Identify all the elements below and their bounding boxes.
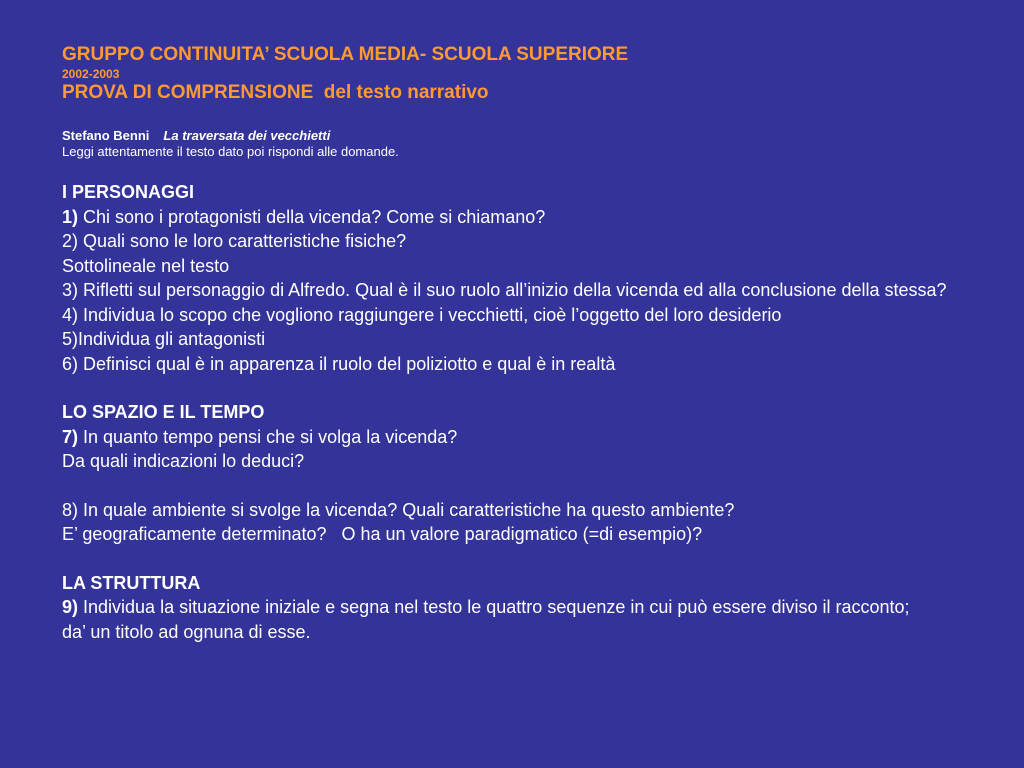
question-9 xyxy=(62,595,992,620)
source-line xyxy=(62,128,992,144)
test-subtitle-main: PROVA DI COMPRENSIONE xyxy=(62,82,314,103)
question-2: 2) Quali sono le loro caratteristiche fisiche? xyxy=(62,231,407,251)
question-7-text: In quanto tempo pensi che si volga la vicenda? xyxy=(78,426,458,447)
instructions: Leggi attentamente il testo dato poi rispondi alle domande. xyxy=(62,144,399,159)
section-struttura xyxy=(62,571,992,645)
question-8: 8) In quale ambiente si svolge la vicenda? Quali caratteristiche ha questo ambiente? xyxy=(62,499,735,520)
test-subtitle-rest: del testo narrativo xyxy=(313,82,489,103)
page-title: GRUPPO CONTINUITA’ SCUOLA MEDIA- SCUOLA SUPERIORE xyxy=(62,44,629,65)
question-9-text: Individua la situazione iniziale e segna nel testo le quattro sequenze in cui può essere diviso il racconto; xyxy=(78,597,910,617)
question-1 xyxy=(62,205,992,230)
section-personaggi xyxy=(62,180,992,376)
question-9-number: 9) xyxy=(62,597,79,617)
test-subtitle xyxy=(62,80,992,106)
question-7 xyxy=(62,425,992,450)
question-6: 6) Definisci qual è in apparenza il ruolo del poliziotto e qual è in realtà xyxy=(62,353,616,374)
section-title-struttura: LA STRUTTURA xyxy=(62,572,201,593)
question-7-note: Da quali indicazioni lo deduci? xyxy=(62,451,305,471)
author-name: Stefano Benni xyxy=(62,128,150,143)
work-title: La traversata dei vecchietti xyxy=(163,128,331,143)
question-5: 5)Individua gli antagonisti xyxy=(62,329,266,349)
question-1-number: 1) xyxy=(62,206,79,227)
question-8-note: E’ geograficamente determinato? O ha un valore paradigmatico (=di esempio)? xyxy=(62,524,703,544)
question-7-number: 7) xyxy=(62,426,79,447)
section-spazio-tempo xyxy=(62,400,992,547)
section-title-personaggi: I PERSONAGGI xyxy=(62,182,195,202)
question-1-text: Chi sono i protagonisti della vicenda? Come si chiamano? xyxy=(78,206,546,227)
question-9-note: da’ un titolo ad ognuna di esse. xyxy=(62,621,311,642)
question-4: 4) Individua lo scopo che vogliono raggiungere i vecchietti, cioè l’oggetto del loro desiderio xyxy=(62,304,782,325)
slide-content xyxy=(62,42,992,644)
section-title-spazio-tempo: LO SPAZIO E IL TEMPO xyxy=(62,402,265,422)
school-year: 2002-2003 xyxy=(62,67,120,81)
question-3: 3) Rifletti sul personaggio di Alfredo. Qual è il suo ruolo all’inizio della vicenda ed alla conclusione della stessa? xyxy=(62,280,947,300)
question-2-note: Sottolineale nel testo xyxy=(62,255,230,276)
